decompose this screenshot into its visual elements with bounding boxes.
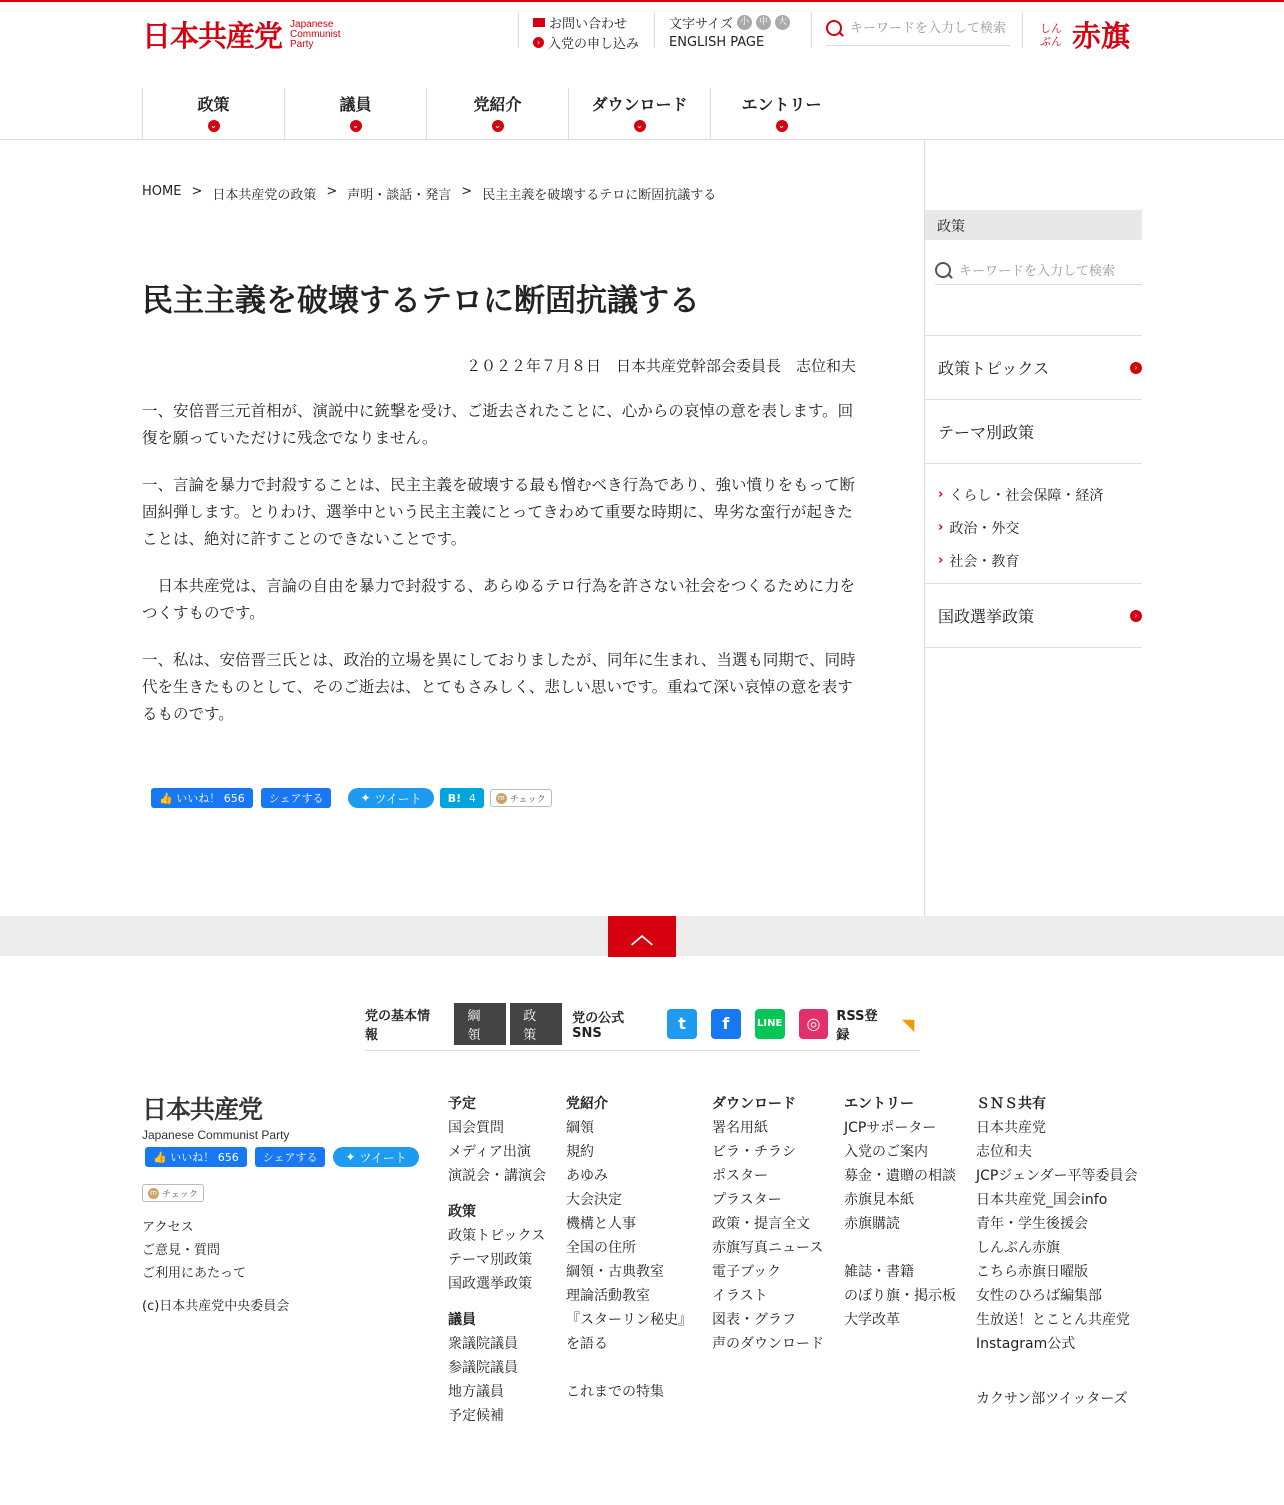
footer-link[interactable]: イラスト: [712, 1288, 768, 1304]
facebook-icon[interactable]: f: [711, 1009, 741, 1039]
sidebar-search: [935, 258, 1142, 285]
tweet-button[interactable]: ✦ ツイート: [348, 788, 433, 808]
font-size-label: 文字サイズ: [669, 16, 733, 32]
chevron-down-icon: ⌄: [776, 120, 788, 132]
footer-heading: ＳＮＳ共有: [976, 1096, 1046, 1112]
platform-tag[interactable]: 綱領: [454, 1003, 506, 1045]
line-icon[interactable]: LINE: [755, 1009, 785, 1039]
footer-column-sns: [976, 1092, 1138, 1411]
copyright: (c)日本共産党中央委員会: [142, 1299, 290, 1314]
footer-link[interactable]: 赤旗写真ニュース: [712, 1240, 824, 1256]
footer-link[interactable]: 衆議院議員: [448, 1336, 518, 1352]
chevron-down-icon: ⌄: [350, 120, 362, 132]
english-page-link[interactable]: ENGLISH PAGE: [669, 34, 765, 50]
footer-link[interactable]: 規約: [566, 1144, 594, 1160]
chevron-right-icon: ›: [938, 487, 944, 502]
footer-link[interactable]: 入党のご案内: [844, 1144, 928, 1160]
footer-share-buttons: [145, 1147, 425, 1167]
sidebar-menu: [925, 335, 1142, 648]
feedback-link[interactable]: ご意見・質問: [142, 1243, 221, 1258]
arrow-right-icon: ›: [1130, 610, 1142, 622]
twitter-bird-icon: ✦: [360, 791, 375, 805]
breadcrumb-statements[interactable]: 声明・談話・発言: [347, 188, 452, 203]
sidebar-subitem[interactable]: › 社会・教育: [938, 553, 1020, 570]
page-title: 民主主義を破壊するテロに断固抗議する: [142, 283, 700, 319]
footer-link[interactable]: 地方議員: [448, 1384, 504, 1400]
footer-link[interactable]: 女性のひろば編集部: [976, 1288, 1102, 1304]
mixi-check-button[interactable]: m チェック: [142, 1184, 204, 1202]
footer-link[interactable]: 赤旗見本紙: [844, 1192, 914, 1208]
breadcrumb-policy[interactable]: 日本共産党の政策: [212, 188, 317, 203]
breadcrumb: HOME > 日本共産党の政策 > 声明・談話・発言 > 民主主義を破壊するテロに断固抗議する: [142, 184, 717, 203]
breadcrumb-home[interactable]: HOME: [142, 184, 182, 199]
footer-link[interactable]: 赤旗購読: [844, 1216, 900, 1232]
sidebar-item-theme[interactable]: テーマ別政策: [925, 399, 1142, 463]
hatena-bookmark-button[interactable]: B! 4: [440, 788, 484, 808]
article-byline: ２０２２年７月８日 日本共産党幹部会委員長 志位和夫: [465, 357, 856, 375]
chevron-up-icon: ︿: [630, 924, 653, 949]
header-search: [811, 12, 1023, 48]
footer-link[interactable]: ビラ・チラシ: [712, 1144, 796, 1160]
facebook-share-button[interactable]: シェアする: [261, 788, 332, 808]
footer-link[interactable]: メディア出演: [448, 1144, 531, 1160]
footer-link[interactable]: 図表・グラフ: [712, 1312, 796, 1328]
akahata-big-text: 赤旗: [1072, 19, 1131, 53]
facebook-like-button[interactable]: 👍 いいね！ 656: [145, 1147, 247, 1167]
footer-link[interactable]: 国政選挙政策: [448, 1276, 532, 1292]
footer-link[interactable]: 電子ブック: [712, 1264, 782, 1280]
footer-link[interactable]: 雑誌・書籍: [844, 1264, 914, 1280]
thumbs-up-icon: 👍: [153, 1150, 171, 1164]
mail-icon: [533, 18, 545, 27]
footer-link[interactable]: しんぶん赤旗: [976, 1240, 1060, 1256]
thumbs-up-icon: 👍: [159, 791, 177, 805]
footer-link[interactable]: を語る: [566, 1336, 608, 1352]
footer-logo[interactable]: 日本共産党 Japanese Communist Party: [142, 1095, 290, 1142]
font-size-large-button[interactable]: 大: [775, 15, 790, 30]
footer-link[interactable]: 署名用紙: [712, 1120, 768, 1136]
footer-sns-row: [365, 1006, 920, 1051]
join-link[interactable]: › 入党の申し込み: [533, 32, 639, 52]
chevron-right-icon: ›: [938, 553, 944, 568]
chevron-down-icon: ⌄: [634, 120, 646, 132]
footer-link[interactable]: 青年・学生後援会: [976, 1216, 1088, 1232]
twitter-icon[interactable]: t: [667, 1009, 697, 1039]
sidebar-heading: 政策: [925, 210, 1142, 240]
arrow-right-icon: ›: [1130, 362, 1142, 374]
footer-link[interactable]: 政策トピックス: [448, 1228, 546, 1244]
nav-entry[interactable]: エントリー ⌄: [710, 88, 852, 139]
scroll-top-button[interactable]: [608, 916, 676, 957]
site-logo[interactable]: [142, 14, 341, 55]
chevron-down-icon: ⌄: [492, 120, 504, 132]
footer-link[interactable]: ポスター: [712, 1168, 768, 1184]
mixi-icon: m: [148, 1188, 159, 1199]
footer-link[interactable]: 理論活動教室: [566, 1288, 650, 1304]
breadcrumb-current: 民主主義を破壊するテロに断固抗議する: [482, 188, 717, 203]
footer-link[interactable]: JCPサポーター: [844, 1120, 937, 1136]
footer-link[interactable]: 演説会・講演会: [448, 1168, 546, 1184]
article-paragraph: 一、私は、安倍晋三氏とは、政治的立場を異にしておりましたが、同年に生まれ、当選も同期で、同時代を生きたものとして、そのご逝去は、とてもさみしく、悲しい思いです。重ねて深い哀悼の意を表するものです。: [142, 651, 856, 723]
instagram-icon[interactable]: ◎: [799, 1009, 829, 1039]
footer-links: [142, 1216, 289, 1318]
nav-policy[interactable]: 政策 ⌄: [142, 88, 284, 139]
footer-heading: 政策: [448, 1204, 476, 1220]
footer-link[interactable]: 機構と人事: [566, 1216, 636, 1232]
article-paragraph: 日本共産党は、言論の自由を暴力で封殺する、あらゆるテロ行為を許さない社会をつくるために力をつくすものです。: [142, 577, 856, 622]
akahata-small-text: しんぶん: [1040, 21, 1062, 48]
nav-download[interactable]: ダウンロード ⌄: [568, 88, 710, 139]
footer-link[interactable]: これまでの特集: [566, 1384, 664, 1400]
search-icon[interactable]: [826, 20, 844, 38]
facebook-like-button[interactable]: 👍 いいね！ 656: [151, 788, 253, 808]
rss-label: RSS登録: [836, 1009, 878, 1043]
nav-members[interactable]: 議員 ⌄: [284, 88, 426, 139]
facebook-share-button[interactable]: シェアする: [255, 1147, 326, 1167]
footer-link[interactable]: テーマ別政策: [448, 1252, 532, 1268]
logo-text: 日本共産党: [142, 19, 283, 53]
footer-link[interactable]: 募金・遺贈の相談: [844, 1168, 956, 1184]
header-links: [518, 12, 640, 52]
footer-heading: 議員: [448, 1312, 476, 1328]
footer-link[interactable]: 綱領・古典教室: [566, 1264, 664, 1280]
rss-icon[interactable]: ◥: [902, 1015, 915, 1034]
footer-link[interactable]: あゆみ: [566, 1168, 608, 1184]
sidebar-subitem[interactable]: › くらし・社会保障・経済: [938, 487, 1104, 504]
footer-column-about: [566, 1092, 692, 1404]
access-link[interactable]: アクセス: [142, 1220, 194, 1235]
sidebar-item-election[interactable]: 国政選挙政策 ›: [925, 583, 1142, 647]
nav-about[interactable]: 党紹介 ⌄: [426, 88, 568, 139]
font-size-controls: [654, 12, 790, 48]
article-paragraph: 一、安倍晋三元首相が、演説中に銃撃を受け、ご逝去されたことに、心からの哀悼の意を表します。回復を願っていただけに残念でなりません。: [142, 402, 854, 447]
mixi-icon: m: [496, 793, 507, 804]
footer-link[interactable]: 参議院議員: [448, 1360, 518, 1376]
search-icon[interactable]: [935, 262, 953, 280]
hatena-icon: B!: [447, 791, 469, 805]
footer-link[interactable]: 国会質問: [448, 1120, 504, 1136]
chevron-down-icon: ⌄: [208, 120, 220, 132]
search-input[interactable]: [850, 21, 1010, 36]
footer-link[interactable]: こちら赤旗日曜版: [976, 1264, 1088, 1280]
footer-link[interactable]: 全国の住所: [566, 1240, 636, 1256]
article-paragraph: 一、言論を暴力で封殺することは、民主主義を破壊する最も憎むべき行為であり、強い憤りをもって断固糾弾します。とりわけ、選挙中という民主主義にとってきわめて重要な時期に、卑劣な蛮行が起きたことは、絶対に許すことのできないことです。: [142, 476, 856, 548]
footer-link[interactable]: 大学改革: [844, 1312, 900, 1328]
footer-check-button-wrap: [142, 1184, 204, 1202]
footer-link[interactable]: Instagram公式: [976, 1336, 1076, 1352]
footer-link[interactable]: 声のダウンロード: [712, 1336, 824, 1352]
footer-link[interactable]: 生放送！とことん共産党: [976, 1312, 1130, 1328]
footer-link[interactable]: 日本共産党: [976, 1120, 1046, 1136]
sidebar-item-topics[interactable]: 政策トピックス ›: [925, 335, 1142, 399]
footer-link[interactable]: 大会決定: [566, 1192, 622, 1208]
footer-column-entry: [844, 1092, 956, 1332]
sidebar-sublist: [925, 463, 1142, 583]
footer-heading: 予定: [448, 1096, 476, 1112]
arrow-right-icon: ›: [533, 37, 544, 48]
logo-english: Japanese Communist Party: [290, 18, 341, 50]
policy-tag[interactable]: 政策: [510, 1003, 562, 1045]
basic-info-label: 党の基本情報: [365, 1009, 431, 1043]
footer-column-schedule: [448, 1092, 546, 1428]
footer-link[interactable]: 『スターリン秘史』: [566, 1312, 692, 1328]
article-body: [142, 398, 856, 748]
footer-link[interactable]: 予定候補: [448, 1408, 504, 1424]
font-size-small-button[interactable]: 小: [737, 15, 752, 30]
footer-column-download: [712, 1092, 824, 1356]
nav-divider: [0, 139, 1284, 140]
footer-heading: ダウンロード: [712, 1096, 796, 1112]
footer-link[interactable]: 綱領: [566, 1120, 594, 1136]
font-size-medium-button[interactable]: 中: [756, 15, 771, 30]
footer-link[interactable]: プラスター: [712, 1192, 782, 1208]
article-share-buttons: [151, 788, 552, 808]
akahata-logo[interactable]: [1040, 14, 1130, 55]
chevron-right-icon: ›: [938, 520, 944, 535]
twitter-bird-icon: ✦: [345, 1150, 360, 1164]
footer-link[interactable]: カクサン部ツイッターズ: [976, 1391, 1128, 1407]
global-nav: [142, 88, 852, 139]
footer-link[interactable]: JCPジェンダー平等委員会: [976, 1168, 1138, 1184]
footer-link[interactable]: 志位和夫: [976, 1144, 1032, 1160]
footer-heading: 党紹介: [566, 1096, 608, 1112]
footer-link[interactable]: 政策・提言全文: [712, 1216, 810, 1232]
sidebar-subitem[interactable]: › 政治・外交: [938, 520, 1020, 537]
top-accent-bar: [0, 0, 1284, 2]
official-sns-label: 党の公式SNS: [572, 1011, 625, 1041]
sidebar-search-input[interactable]: [959, 264, 1139, 279]
footer-link[interactable]: のぼり旗・掲示板: [844, 1288, 956, 1304]
footer-heading: エントリー: [844, 1096, 914, 1112]
footer-link[interactable]: 日本共産党_国会info: [976, 1192, 1108, 1208]
tweet-button[interactable]: ✦ ツイート: [333, 1147, 418, 1167]
terms-link[interactable]: ご利用にあたって: [142, 1266, 247, 1281]
contact-link[interactable]: お問い合わせ: [533, 12, 639, 32]
mixi-check-button[interactable]: m チェック: [490, 789, 552, 807]
